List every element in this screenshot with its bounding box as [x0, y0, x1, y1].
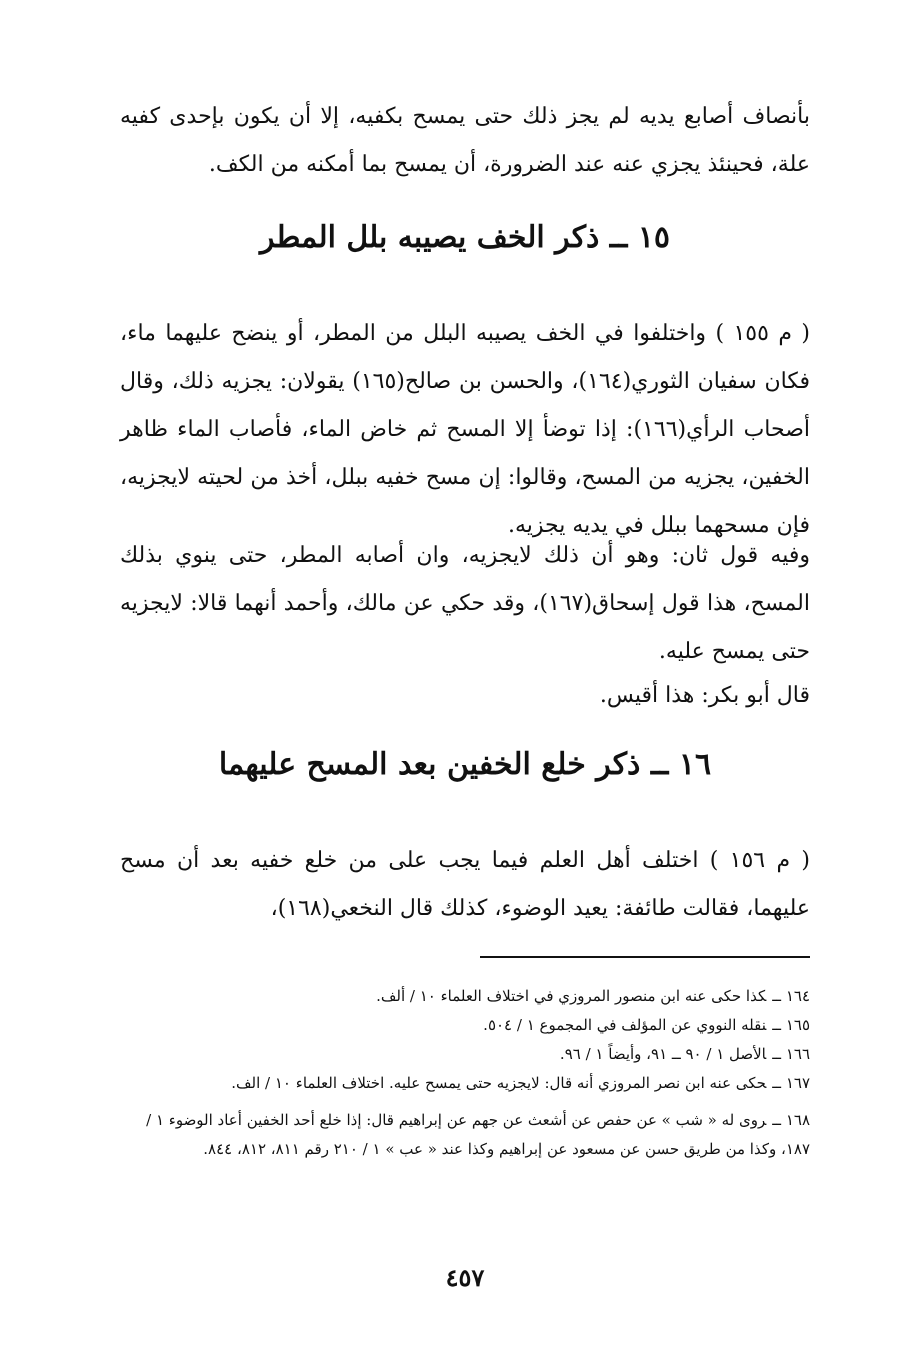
footnote-text: الأصل ١ / ٩٠ ــ ٩١، وأيضاً ١ / ٩٦. [559, 1045, 767, 1063]
section-15-paragraph-2: وفيه قول ثان: وهو أن ذلك لايجزيه، وان أصابه المطر، حتى ينوي بذلك المسح، هذا قول إسحاق(١٦٧)، وقد حكي عن مالك، وأحمد أنهما قالا: لايجزيه حتى يمسح عليه. [120, 543, 810, 664]
section-15-paragraph-1: ( م ١٥٥ ) واختلفوا في الخف يصيبه البلل من المطر، أو ينضح عليهما ماء، فكان سفيان الثوري(١٦٤)، والحسن بن صالح(١٦٥) يقولان: يجزيه ذلك، وقال أصحاب الرأي(١٦٦): إذا توضأ إلا المسح ثم خاض الماء، فأصاب الماء ظاهر الخفين، يجزيه من المسح، وقالوا: إن مسح خفيه ببلل، أخذ من لحيته لايجزيه، فإن مسحهما ببلل في يديه يجزيه. [120, 321, 810, 538]
opening-paragraph: بأنصاف أصابع يديه لم يجز ذلك حتى يمسح بكفيه، إلا أن يكون بإحدى كفيه علة، فحينئذ يجزي عنه عند الضرورة، أن يمسح بما أمكنه من الكف. [120, 104, 810, 177]
footnote-number: ١٦٧ ــ [772, 1074, 810, 1092]
section-15-heading: ١٥ ــ ذكر الخف يصيبه بلل المطر [259, 220, 671, 255]
section-16-paragraph-1: ( م ١٥٦ ) اختلف أهل العلم فيما يجب على من خلع خفيه بعد أن مسح عليهما، فقالت طائفة: يعيد الوضوء، كذلك قال النخعي(١٦٨)، [120, 848, 810, 921]
footnote-separator [480, 956, 810, 958]
book-page [120, 0, 810, 1348]
section-16-heading: ١٦ ــ ذكر خلع الخفين بعد المسح عليهما [218, 747, 712, 782]
footnote-number: ١٦٥ ــ [772, 1016, 810, 1034]
footnote-number: ١٦٦ ــ [772, 1045, 810, 1063]
footnote-text: روى له « شب » عن حفص عن أشعث عن جهم عن إبراهيم قال: إذا خلع أحد الخفين أعاد الوضوء ١ / ١٨٧، وكذا من طريق حسن عن مسعود عن إبراهيم وكذا عند « عب » ١ / ٢١٠ رقم ٨١١، ٨١٢، ٨٤٤. [146, 1111, 810, 1158]
footnote-166 [120, 1040, 810, 1069]
footnote-text: كذا حكى عنه ابن منصور المروزي في اختلاف العلماء ١٠ / ألف. [376, 987, 767, 1005]
footnote-number: ١٦٨ ــ [772, 1111, 810, 1129]
footnote-text: حكى عنه ابن نصر المروزي أنه قال: لايجزيه حتى يمسح عليه. اختلاف العلماء ١٠ / الف. [231, 1074, 767, 1092]
footnotes [120, 982, 810, 1164]
section-15-paragraph-3: قال أبو بكر: هذا أقيس. [599, 683, 810, 708]
footnote-164 [120, 982, 810, 1011]
footnote-number: ١٦٤ ــ [772, 987, 810, 1005]
footnote-167 [120, 1069, 810, 1098]
footnote-168 [120, 1106, 810, 1164]
footnote-165 [120, 1011, 810, 1040]
page-number: ٤٥٧ [445, 1263, 485, 1292]
footnote-text: نقله النووي عن المؤلف في المجموع ١ / ٥٠٤. [483, 1016, 767, 1034]
